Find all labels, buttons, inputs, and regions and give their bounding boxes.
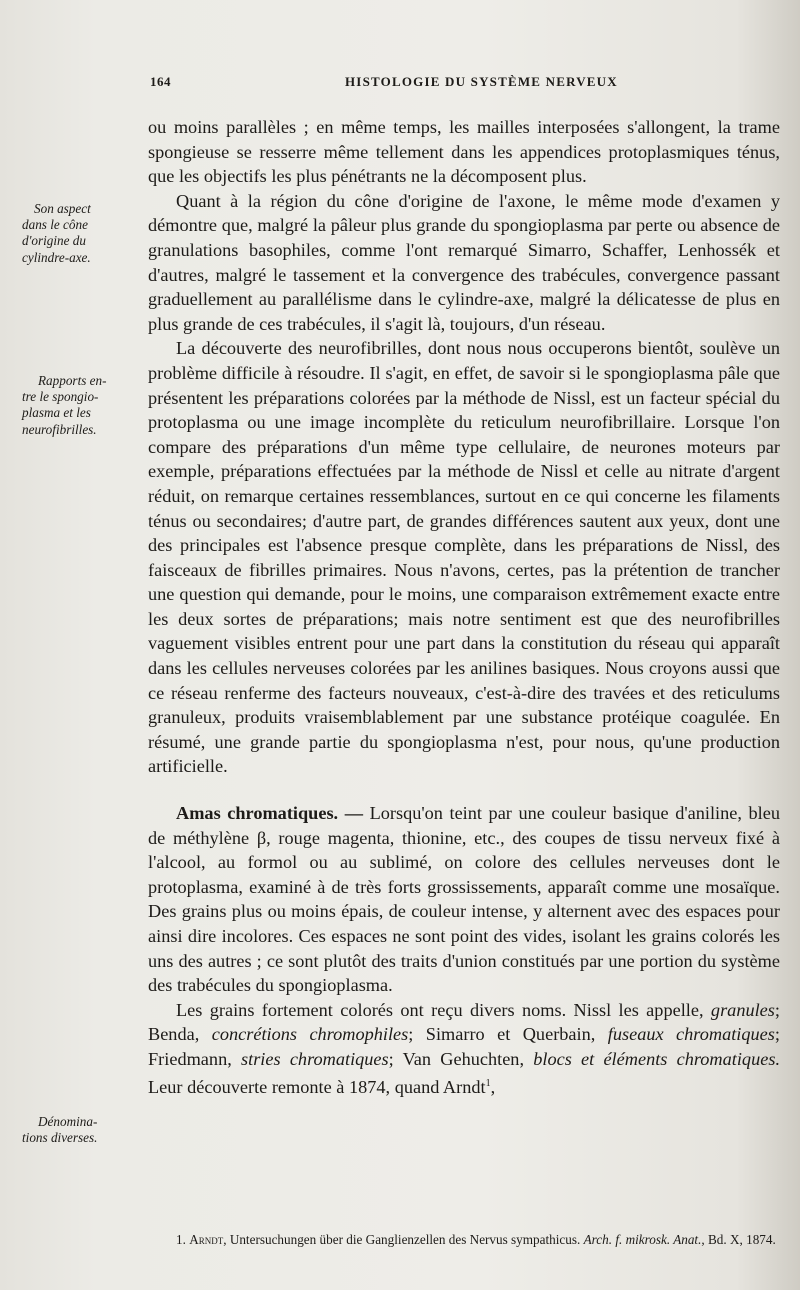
footnote (148, 1231, 780, 1249)
text-run: ; Simarro et Querbain, (408, 1024, 596, 1045)
paragraph-amas-chromatiques (148, 801, 780, 998)
footnote-text (148, 1231, 780, 1249)
page-header (150, 74, 770, 94)
margin-note-denominations (22, 1114, 134, 1146)
paragraph-1: ou moins parallèles ; en même temps, les mailles interposées s'allongent, la trame spongieuse se resserre même tellement dans les appendices protoplasmiques ténus, que les objectifs les plus pénétrants ne la décomposent plus. (148, 117, 780, 187)
text-run: ; Friedmann, (148, 1024, 780, 1069)
margin-note-line: dans le cône (22, 217, 88, 233)
running-title: HISTOLOGIE DU SYSTÈME NERVEUX (345, 74, 618, 89)
text-run: , (490, 1076, 496, 1097)
margin-note-aspect-cone (22, 201, 134, 266)
italic-term: blocs et éléments chromatiques. (533, 1048, 781, 1069)
italic-term: fuseaux chromatiques (607, 1024, 775, 1045)
text-run: Les grains fortement colorés ont reçu divers noms. Nissl les appelle, (176, 999, 704, 1020)
italic-term: concrétions chromophiles (211, 1024, 409, 1045)
footnote-title: , Untersuchungen über die Ganglienzellen des Nervus sympathicus. (223, 1232, 581, 1247)
footnote-number: 1. (176, 1232, 186, 1247)
italic-term: stries chromatiques (241, 1048, 389, 1069)
paragraph-5 (148, 998, 780, 1099)
paragraph-4-text: Lorsqu'on teint par une couleur basique d'aniline, bleu de méthylène β, rouge magenta, thionine, etc., des coupes de tissu nerveux fixé à l'alcool, au formol ou au sublimé, on colore des cellules nerveuses dont le protoplasma, examiné à de très forts grossissements, apparaît comme une mosaïque. Des grains plus ou moins épais, de couleur intense, y alternent avec des espaces pour ainsi dire incolores. Ces espaces ne sont point des vides, isolant les grains colorés les uns des autres ; ce sont plutôt des traits d'union constitués par une portion du système des trabécules du spongioplasma. (148, 803, 781, 996)
margin-note-line: Son aspect (34, 201, 91, 216)
page-number: 164 (150, 74, 171, 89)
margin-note-line: plasma et les (22, 405, 91, 421)
text-run: ; Benda, (148, 999, 780, 1045)
margin-note-line: d'origine du (22, 233, 86, 249)
margin-note-line: Dénomina- (38, 1114, 98, 1129)
margin-note-rapports (22, 373, 134, 438)
paragraph-3: La découverte des neurofibrilles, dont nous nous occuperons bientôt, soulève un problème difficile à résoudre. Il s'agit, en effet, de savoir si le spongioplasma pâle que présentent les préparations colorées par la méthode de Nissl, est un facteur spécial du protoplasma ou une image incomplète du reticulum neurofibrillaire. Lorsque l'on compare des préparations d'un même type cellulaire, de neurones moteurs par exemple, préparations effectuées par la méthode de Nissl et celle au nitrate d'argent réduit, on remarque certaines ressemblances, surtout en ce qui concerne les filaments ténus ou secondaires; d'autre part, de grandes différences sautent aux yeux, dont une des principales est l'absence presque complète, dans les préparations de Nissl, des faisceaux de fibrilles primaires. Nous n'avons, certes, pas la prétention de trancher une question qui demande, pour le moins, une comparaison extrêmement exacte entre les deux sortes de préparations; mais notre sentiment est que des neurofibrilles vaguement visibles entrent pour une part dans la constitution du réseau qui apparaît dans les cellules nerveuses colorées par les anilines basiques. Nous croyons aussi que ce réseau renferme des facteurs nouveaux, c'est-à-dire des travées et des reticulums granuleux, produits vraisemblablement par une substance protéique coagulée. En résumé, une grande partie du spongioplasma n'est, pour nous, qu'une production artificielle. (148, 338, 780, 777)
footnote-author: Arndt (189, 1232, 224, 1247)
footnote-ref[interactable]: 1 (485, 1077, 491, 1089)
margin-note-line: tre le spongio- (22, 389, 99, 405)
text-run: ; Van Gehuchten, (388, 1048, 525, 1069)
footnote-journal: Arch. f. mikrosk. Anat. (583, 1232, 702, 1247)
margin-note-line: cylindre-axe. (22, 249, 91, 265)
footnote-volume: , Bd. X, 1874. (701, 1232, 776, 1247)
paragraph-2: Quant à la région du cône d'origine de l'axone, le même mode d'examen y démontre que, malgré la pâleur plus grande du spongioplasma par perte ou absence de granulations basophiles, comme l'ont remarqué Simarro, Schaffer, Lenhossék et d'autres, malgré le tassement et la convergence des trabécules, convergence passant graduellement au parallélisme dans le cylindre-axe, malgré la délicatesse de plus en plus grande de ces trabécules, il s'agit là, toujours, d'un réseau. (148, 190, 780, 334)
section-heading: Amas chromatiques. — (176, 803, 363, 824)
margin-note-line: tions diverses. (22, 1130, 98, 1146)
margin-note-line: Rapports en- (38, 373, 107, 388)
italic-term: granules (710, 999, 775, 1020)
margin-note-line: neurofibrilles. (22, 421, 97, 437)
main-text (148, 115, 780, 1099)
text-run: Leur découverte remonte à 1874, quand Arndt (148, 1076, 486, 1097)
